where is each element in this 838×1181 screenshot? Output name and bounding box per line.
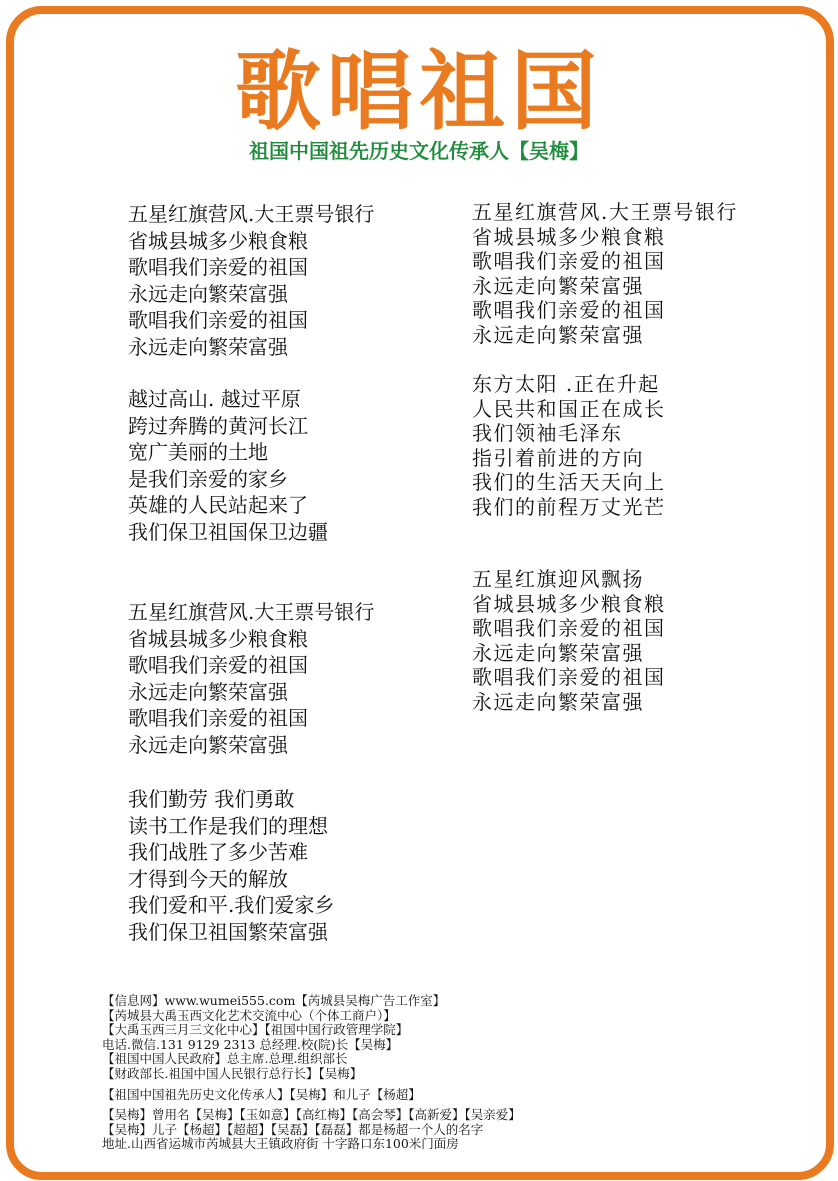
lyric-line: 英雄的人民站起来了 <box>128 493 308 517</box>
lyric-line: 宽广美丽的土地 <box>128 440 268 464</box>
lyric-line: 才得到今天的解放 <box>128 866 288 891</box>
lyric-line: 歌唱我们亲爱的祖国 <box>128 706 308 730</box>
lyric-line: 永远走向繁荣富强 <box>472 273 644 298</box>
lyric-line: 省城县城多少粮食粮 <box>128 626 308 651</box>
lyric-line: 五星红旗营风.大王票号银行 <box>128 600 375 624</box>
footer-line: 【吴梅】曾用名【吴梅】【玉如意】【高红梅】【高会琴】【高新爱】【吴亲爱】 <box>102 1107 521 1123</box>
footer-line: 【信息网】www.wumei555.com【芮城县吴梅广告工作室】 <box>102 993 446 1008</box>
left-stanza-1 <box>128 201 374 360</box>
lyric-line: 我们的生活天天向上 <box>472 470 666 494</box>
lyric-line: 省城县城多少粮食粮 <box>472 591 666 616</box>
lyric-line: 歌唱我们亲爱的祖国 <box>472 298 666 322</box>
lyric-line: 是我们亲爱的家乡 <box>128 466 288 491</box>
lyric-line: 我们保卫祖国保卫边疆 <box>128 519 328 544</box>
lyric-line: 五星红旗营风.大王票号银行 <box>128 202 375 226</box>
footer-line: 【芮城县大禹玉西文化艺术交流中心（个体工商户）】 <box>102 1007 396 1023</box>
footer-line: 【祖国中国人民政府】总主席.总理.组织部长 <box>102 1051 348 1067</box>
contact-info-block <box>102 994 722 1152</box>
lyric-line: 五星红旗迎风飘扬 <box>472 567 644 591</box>
lyric-line: 歌唱我们亲爱的祖国 <box>472 616 666 640</box>
lyric-line: 人民共和国正在成长 <box>472 396 666 421</box>
footer-line: 电话.微信.131 9129 2313 总经理.校(院)长【吴梅】 <box>102 1036 399 1052</box>
lyric-line: 东方太阳 .正在升起 <box>472 372 660 396</box>
right-stanza-1 <box>472 200 738 347</box>
lyric-line: 永远走向繁荣富强 <box>472 689 644 714</box>
lyric-line: 永远走向繁荣富强 <box>128 679 288 704</box>
lyric-line: 我们领袖毛泽东 <box>472 421 623 445</box>
lyric-line: 歌唱我们亲爱的祖国 <box>472 665 666 689</box>
lyric-line: 我们保卫祖国繁荣富强 <box>128 919 328 944</box>
footer-line: 地址.山西省运城市芮城县大王镇政府街 十字路口东100米门面房 <box>102 1136 459 1152</box>
footer-line: 【吴梅】儿子【杨超】【超超】【吴磊】【磊磊】都是杨超一个人的名字 <box>102 1121 484 1137</box>
lyric-line: 我们勤劳 我们勇敢 <box>128 787 295 811</box>
lyric-line: 我们战胜了多少苦难 <box>128 840 308 864</box>
lyric-line: 省城县城多少粮食粮 <box>472 224 666 249</box>
lyric-line: 歌唱我们亲爱的祖国 <box>128 255 308 279</box>
left-stanza-3 <box>128 599 374 758</box>
lyric-line: 永远走向繁荣富强 <box>128 334 288 359</box>
lyric-line: 歌唱我们亲爱的祖国 <box>472 249 666 273</box>
lyric-line: 跨过奔腾的黄河长江 <box>128 413 308 438</box>
left-stanza-2 <box>128 386 328 545</box>
right-stanza-2 <box>472 372 666 519</box>
footer-line: 【财政部长.祖国中国人民银行总行长】【吴梅】 <box>102 1065 363 1081</box>
page-subtitle: 祖国中国祖先历史文化传承人【吴梅】 <box>249 139 589 163</box>
lyric-line: 永远走向繁荣富强 <box>128 281 288 306</box>
lyric-line: 越过高山. 越过平原 <box>128 387 301 411</box>
lyric-line: 指引着前进的方向 <box>472 445 644 470</box>
lyric-line: 我们的前程万丈光芒 <box>472 494 666 519</box>
lyric-line: 歌唱我们亲爱的祖国 <box>128 308 308 332</box>
footer-line: 【祖国中国祖先历史文化传承人】【吴梅】和儿子【杨超】 <box>102 1086 421 1102</box>
left-stanza-4 <box>128 786 334 945</box>
lyric-line: 省城县城多少粮食粮 <box>128 228 308 253</box>
lyric-line: 读书工作是我们的理想 <box>128 813 328 838</box>
lyric-line: 永远走向繁荣富强 <box>128 732 288 757</box>
lyric-line: 永远走向繁荣富强 <box>472 640 644 665</box>
right-stanza-3 <box>472 567 666 714</box>
lyric-line: 永远走向繁荣富强 <box>472 322 644 347</box>
lyric-line: 歌唱我们亲爱的祖国 <box>128 653 308 677</box>
footer-line: 【大禹玉西三月三文化中心】【祖国中国行政管理学院】 <box>102 1022 409 1038</box>
lyric-line: 五星红旗营风.大王票号银行 <box>472 200 738 224</box>
lyric-line: 我们爱和平.我们爱家乡 <box>128 893 335 917</box>
page-title: 歌唱祖国 <box>235 42 603 142</box>
